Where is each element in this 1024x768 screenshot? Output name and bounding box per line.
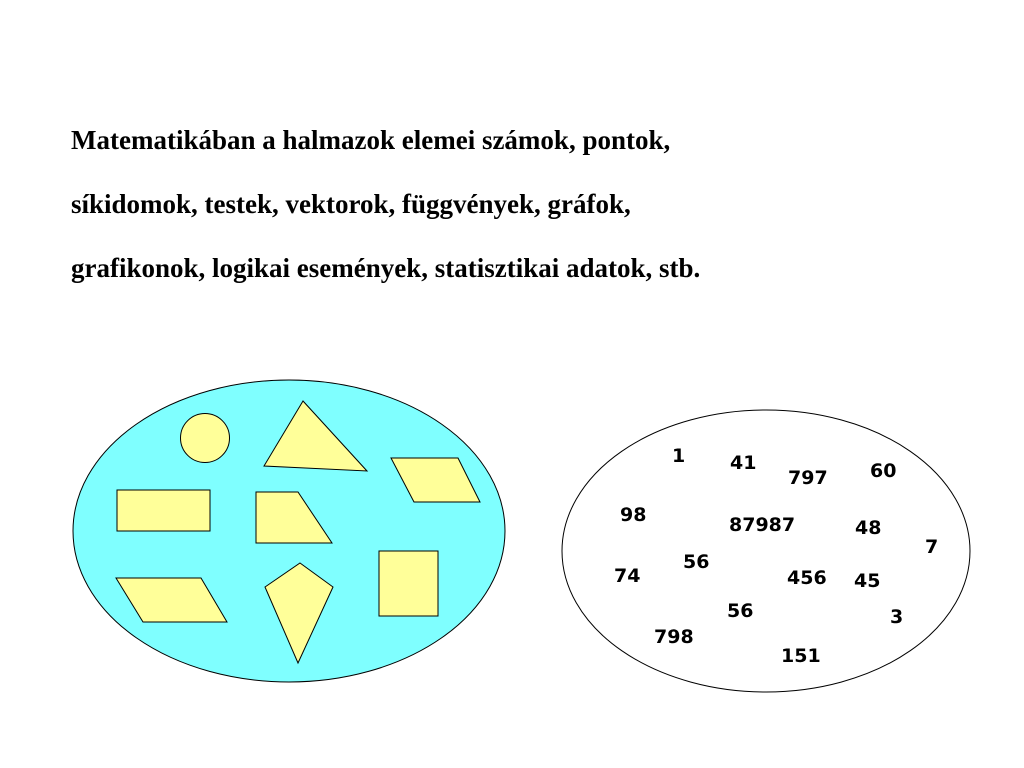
number-label: 456 bbox=[787, 567, 827, 589]
number-label: 45 bbox=[854, 570, 881, 592]
number-set-ellipse bbox=[562, 410, 970, 692]
text-line-2: síkidomok, testek, vektorok, függvények, gráfok, bbox=[71, 189, 631, 219]
number-label: 60 bbox=[870, 460, 897, 482]
number-label: 56 bbox=[727, 600, 754, 622]
number-label: 151 bbox=[781, 645, 821, 667]
number-label: 56 bbox=[683, 551, 710, 573]
number-label: 3 bbox=[890, 606, 904, 628]
shape-set bbox=[73, 380, 505, 682]
shape-rectangle-tall bbox=[379, 551, 438, 616]
text-line-1: Matematikában a halmazok elemei számok, pontok, bbox=[71, 125, 671, 155]
number-label: 98 bbox=[620, 504, 647, 526]
number-label: 87987 bbox=[729, 514, 796, 536]
number-label: 48 bbox=[855, 517, 882, 539]
number-label: 74 bbox=[614, 565, 641, 587]
number-label: 1 bbox=[672, 445, 686, 467]
shape-circle bbox=[181, 414, 230, 463]
number-label: 7 bbox=[925, 536, 939, 558]
text-line-3: grafikonok, logikai események, statisztikai adatok, stb. bbox=[71, 253, 701, 283]
number-label: 798 bbox=[654, 626, 694, 648]
number-set bbox=[562, 410, 970, 692]
number-label: 797 bbox=[788, 467, 828, 489]
shape-rectangle-wide bbox=[117, 490, 210, 531]
number-label: 41 bbox=[730, 452, 757, 474]
